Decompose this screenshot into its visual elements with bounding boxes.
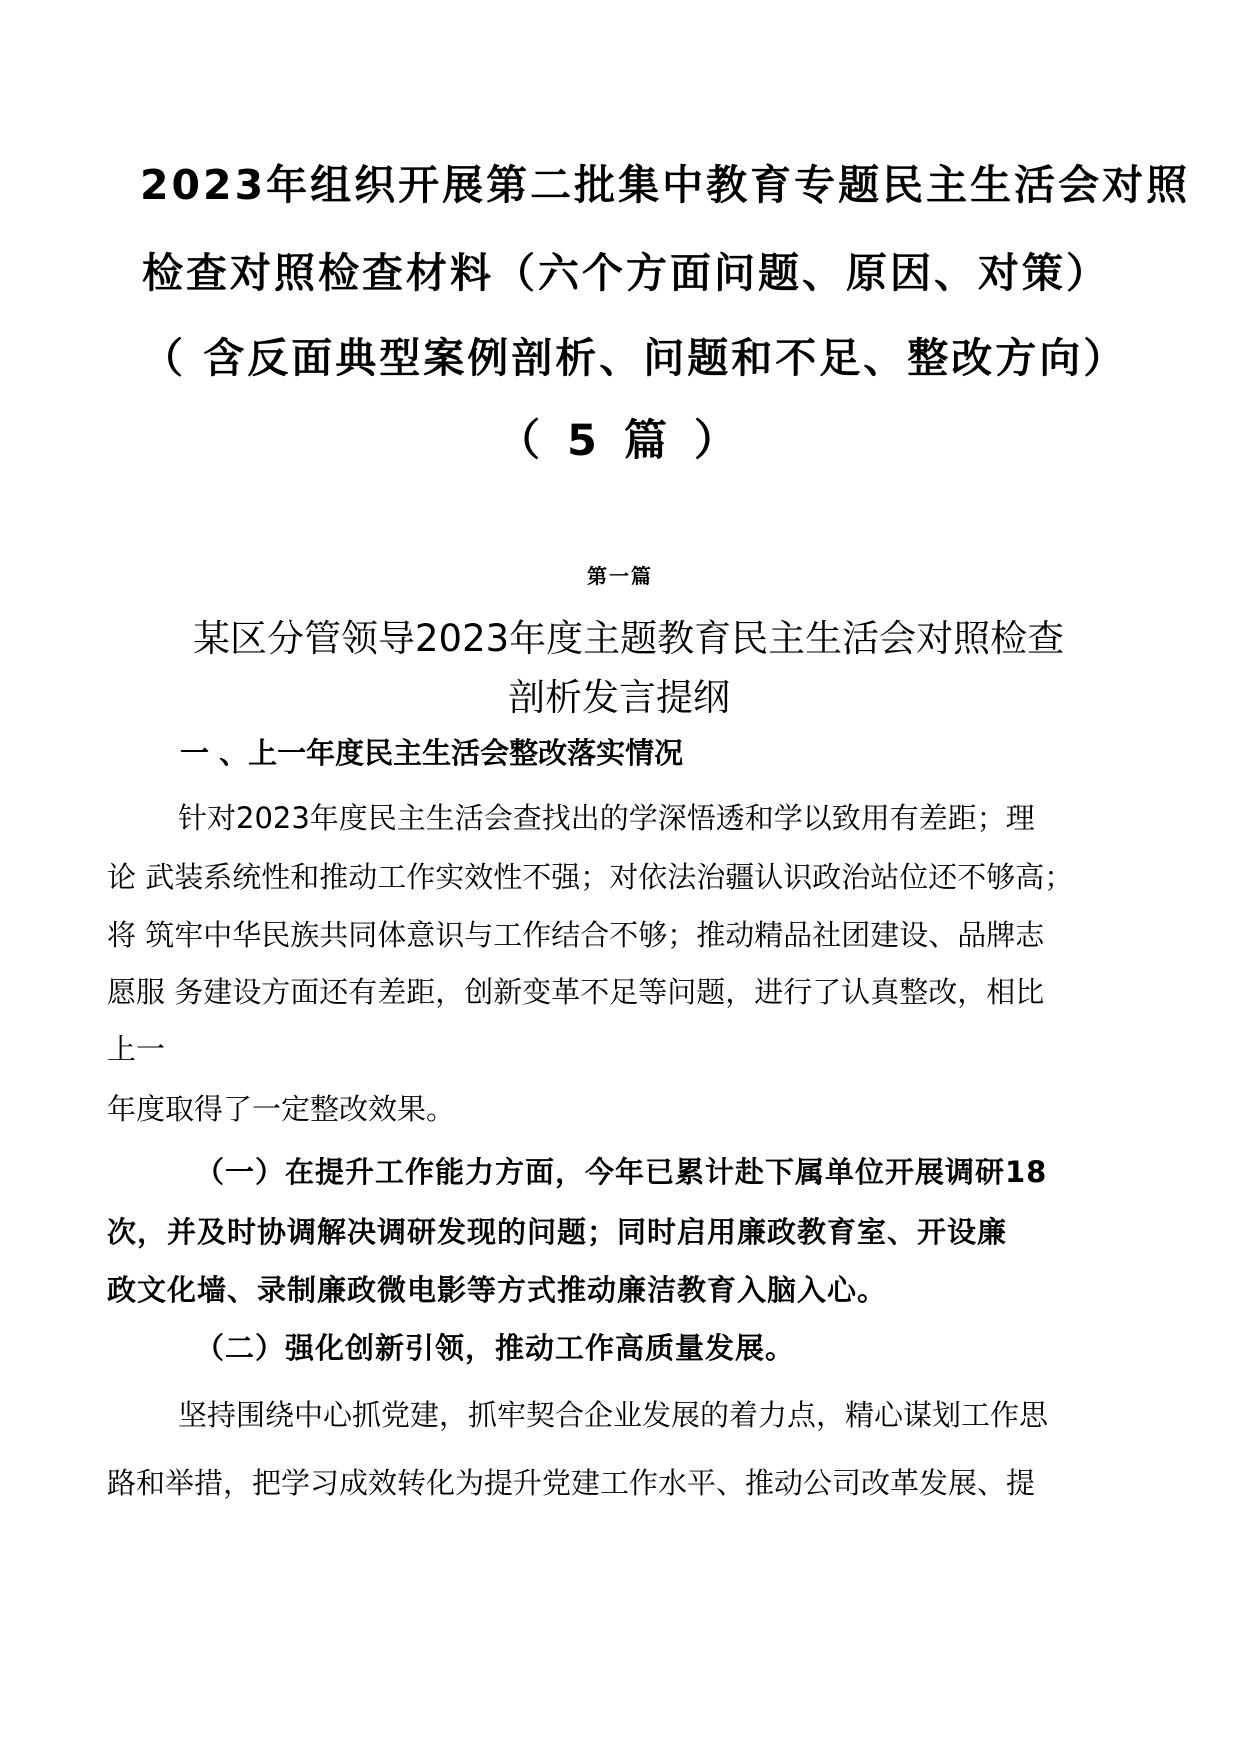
sub-item-2-heading: （二）强化创新引领，推动工作高质量发展。 — [195, 1331, 796, 1365]
paragraph-1-line-2: 论 武装系统性和推动工作实效性不强；对依法治疆认识政治站位还不够高； — [107, 860, 1074, 894]
speech-title-line-1: 某区分管领导2023年度主题教育民主生活会对照检查 — [193, 617, 1065, 660]
speech-title-line-2: 剖析发言提纲 — [508, 676, 730, 719]
section-heading-1: 一 、上一年度民主生活会整改落实情况 — [180, 736, 684, 770]
doc-main-title-line-4: （ 5 篇 ） — [497, 416, 743, 466]
doc-main-title-line-3: （ 含反面典型案例剖析、问题和不足、整改方向） — [142, 334, 1128, 382]
sub-item-1-line-3: 政文化墙、录制廉政微电影等方式推动廉洁教育入脑入心。 — [107, 1273, 888, 1307]
paragraph-1-line-6: 年度取得了一定整改效果。 — [107, 1092, 456, 1126]
paragraph-1-line-1: 针对2023年度民主生活会查找出的学深悟透和学以致用有差距；理 — [178, 801, 1035, 835]
doc-main-title-line-1: 2023年组织开展第二批集中教育专题民主生活会对照 — [140, 161, 1191, 209]
paragraph-1-line-3: 将 筑牢中华民族共同体意识与工作结合不够；推动精品社团建设、品牌志 — [107, 918, 1045, 952]
sub-item-1-line-2: 次，并及时协调解决调研发现的问题；同时启用廉政教育室、开设廉 — [107, 1215, 1008, 1249]
paragraph-1-line-4: 愿服 务建设方面还有差距，创新变革不足等问题，进行了认真整改，相比 — [107, 975, 1045, 1009]
sub-item-1-line-1: （一）在提升工作能力方面，今年已累计赴下属单位开展调研18 — [195, 1155, 1048, 1189]
doc-main-title-line-2: 检查对照检查材料（六个方面问题、原因、对策） — [142, 249, 1110, 297]
part-label: 第一篇 — [587, 564, 653, 588]
paragraph-2-line-2: 路和举措，把学习成效转化为提升党建工作水平、推动公司改革发展、提 — [107, 1466, 1036, 1500]
paragraph-2-line-1: 坚持围绕中心抓党建，抓牢契合企业发展的着力点，精心谋划工作思 — [178, 1398, 1049, 1432]
paragraph-1-line-5: 上一 — [107, 1032, 166, 1066]
